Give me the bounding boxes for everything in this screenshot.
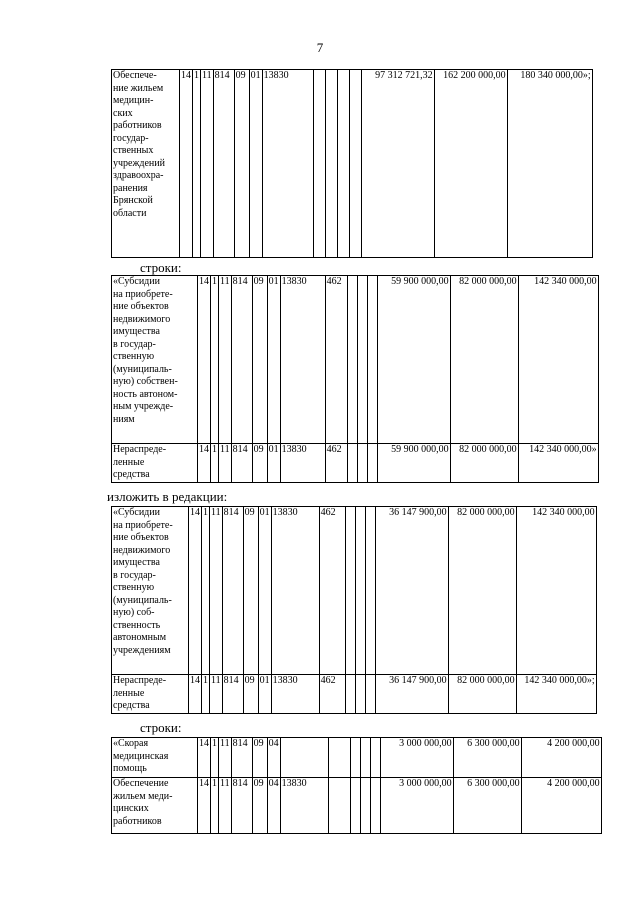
code-cell: 13830 <box>280 276 325 444</box>
code-cell: 11 <box>219 276 232 444</box>
code-cell: 11 <box>201 70 214 258</box>
amount-cell: 82 000 000,00 <box>450 276 518 444</box>
amount-cell: 36 147 900,00 <box>375 507 448 675</box>
amount-cell: 59 900 000,00 <box>377 444 450 483</box>
code-cell: 814 <box>222 507 243 675</box>
row-name: «Субсидии на приобрете- ние объектов недвижимого имущества в государ- ственную (муниципаль- ную) соб- ственность автономным учреждениям <box>112 507 189 675</box>
code-cell <box>313 70 325 258</box>
page-number: 7 <box>316 40 324 55</box>
code-cell: 814 <box>222 675 243 714</box>
code-cell: 1 <box>211 778 219 834</box>
table-row <box>112 70 593 258</box>
code-cell: 13830 <box>271 507 319 675</box>
amount-cell: 36 147 900,00 <box>375 675 448 714</box>
code-cell <box>347 276 357 444</box>
code-cell: 01 <box>258 675 271 714</box>
code-cell: 1 <box>211 738 219 778</box>
code-cell: 814 <box>231 444 252 483</box>
amount-cell: 142 340 000,00 <box>518 276 598 444</box>
code-cell <box>345 507 355 675</box>
code-cell: 462 <box>325 444 347 483</box>
code-cell <box>360 778 370 834</box>
amount-cell: 82 000 000,00 <box>448 675 516 714</box>
code-cell: 14 <box>180 70 193 258</box>
code-cell <box>280 738 328 778</box>
table-row <box>112 738 602 778</box>
amount-cell: 142 340 000,00» <box>518 444 598 483</box>
amount-cell: 59 900 000,00 <box>377 276 450 444</box>
amount-cell: 97 312 721,32 <box>361 70 434 258</box>
code-cell: 11 <box>210 675 223 714</box>
amount-cell: 180 340 000,00»; <box>507 70 592 258</box>
code-cell <box>357 444 367 483</box>
code-cell: 11 <box>219 778 232 834</box>
amount-cell: 142 340 000,00 <box>516 507 596 675</box>
code-cell: 04 <box>267 778 280 834</box>
code-cell: 462 <box>319 507 345 675</box>
code-cell <box>370 778 380 834</box>
code-cell: 13830 <box>280 778 328 834</box>
code-cell: 1 <box>211 276 219 444</box>
code-cell: 09 <box>252 444 267 483</box>
budget-table-4 <box>111 737 602 834</box>
code-cell: 13830 <box>280 444 325 483</box>
code-cell: 09 <box>243 675 258 714</box>
code-cell <box>325 70 337 258</box>
code-cell: 1 <box>211 444 219 483</box>
amount-cell: 82 000 000,00 <box>450 444 518 483</box>
code-cell <box>328 778 350 834</box>
code-cell <box>328 738 350 778</box>
code-cell <box>355 507 365 675</box>
code-cell: 11 <box>219 444 232 483</box>
code-cell <box>365 675 375 714</box>
amount-cell: 142 340 000,00»; <box>516 675 596 714</box>
caption-rows-1: строки: <box>140 260 182 275</box>
table-row <box>112 276 599 444</box>
code-cell: 814 <box>231 276 252 444</box>
code-cell: 14 <box>189 675 202 714</box>
amount-cell: 162 200 000,00 <box>434 70 507 258</box>
code-cell: 14 <box>198 738 211 778</box>
code-cell: 01 <box>249 70 262 258</box>
code-cell: 01 <box>267 444 280 483</box>
row-name: Нераспреде- ленные средства <box>112 444 198 483</box>
caption-edit: изложить в редакции: <box>107 489 228 504</box>
code-cell: 14 <box>198 778 211 834</box>
amount-cell: 3 000 000,00 <box>380 738 453 778</box>
code-cell <box>367 276 377 444</box>
row-name: «Скорая медицинская помощь <box>112 738 198 778</box>
code-cell: 04 <box>267 738 280 778</box>
code-cell <box>349 70 361 258</box>
code-cell: 09 <box>243 507 258 675</box>
code-cell <box>350 738 360 778</box>
code-cell <box>347 444 357 483</box>
code-cell: 09 <box>252 276 267 444</box>
code-cell: 01 <box>267 276 280 444</box>
code-cell: 13830 <box>271 675 319 714</box>
code-cell: 14 <box>198 276 211 444</box>
code-cell <box>350 778 360 834</box>
code-cell: 09 <box>252 778 267 834</box>
code-cell <box>345 675 355 714</box>
code-cell: 01 <box>258 507 271 675</box>
code-cell: 462 <box>325 276 347 444</box>
code-cell <box>367 444 377 483</box>
amount-cell: 6 300 000,00 <box>453 778 521 834</box>
code-cell <box>355 675 365 714</box>
table-row <box>112 675 597 714</box>
code-cell <box>337 70 349 258</box>
code-cell: 814 <box>213 70 234 258</box>
amount-cell: 4 200 000,00 <box>521 738 601 778</box>
code-cell <box>365 507 375 675</box>
budget-table-1 <box>111 69 593 258</box>
caption-rows-2: строки: <box>140 720 182 735</box>
budget-table-3 <box>111 506 597 714</box>
code-cell <box>370 738 380 778</box>
amount-cell: 3 000 000,00 <box>380 778 453 834</box>
table-row <box>112 507 597 675</box>
row-name: Обеспече- ние жильем медицин- ских работников государ- ственных учреждений здравоохра- ранения Брянской области <box>112 70 180 258</box>
code-cell: 462 <box>319 675 345 714</box>
code-cell: 11 <box>219 738 232 778</box>
amount-cell: 6 300 000,00 <box>453 738 521 778</box>
row-name: Нераспреде- ленные средства <box>112 675 189 714</box>
code-cell: 14 <box>189 507 202 675</box>
code-cell <box>360 738 370 778</box>
code-cell: 814 <box>231 738 252 778</box>
table-row <box>112 444 599 483</box>
code-cell: 814 <box>231 778 252 834</box>
code-cell: 1 <box>202 507 210 675</box>
code-cell: 09 <box>252 738 267 778</box>
code-cell: 11 <box>210 507 223 675</box>
row-name: «Субсидии на приобрете- ние объектов недвижимого имущества в государ- ственную (муниципаль- ную) собствен- ность автоном- ным учрежде- ниям <box>112 276 198 444</box>
row-name: Обеспечение жильем меди- цинских работников <box>112 778 198 834</box>
code-cell <box>357 276 367 444</box>
table-row <box>112 778 602 834</box>
budget-table-2 <box>111 275 599 483</box>
code-cell: 1 <box>202 675 210 714</box>
code-cell: 13830 <box>262 70 313 258</box>
amount-cell: 4 200 000,00 <box>521 778 601 834</box>
code-cell: 1 <box>193 70 201 258</box>
code-cell: 09 <box>234 70 249 258</box>
amount-cell: 82 000 000,00 <box>448 507 516 675</box>
code-cell: 14 <box>198 444 211 483</box>
